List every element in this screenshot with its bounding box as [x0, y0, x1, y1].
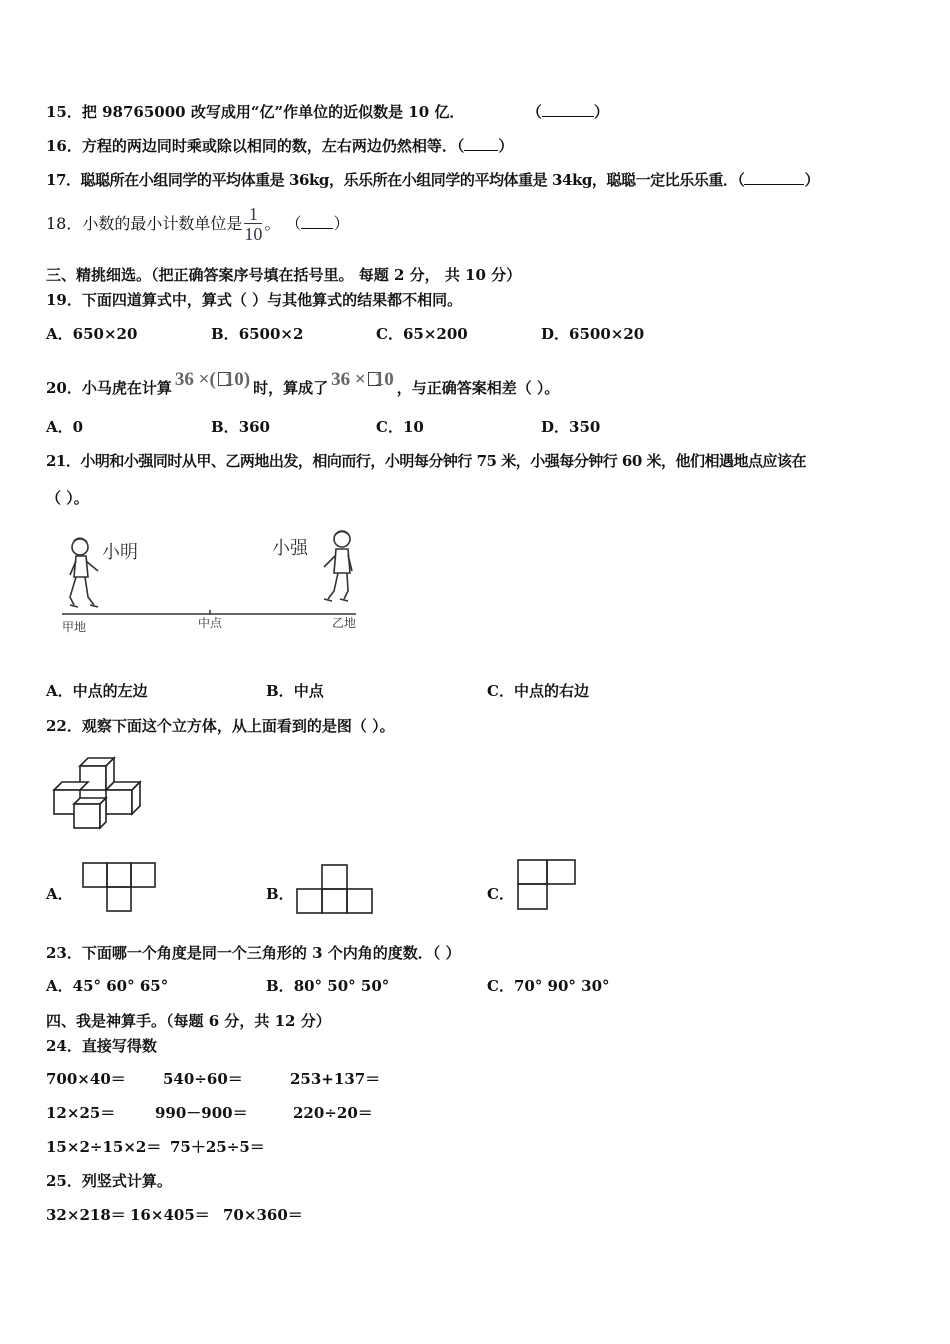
square	[131, 863, 155, 887]
question-18-text: 18．小数的最小计数单位是	[46, 214, 243, 233]
fraction-one-tenth	[244, 205, 262, 244]
option-text: 350	[569, 418, 601, 436]
expression-correct-part-b: 10)	[224, 369, 251, 390]
square	[347, 889, 372, 913]
option-21-c[interactable]	[487, 681, 589, 701]
cube-front-side	[100, 798, 106, 828]
cube-right-front	[106, 790, 132, 814]
option-text: 65×200	[402, 325, 468, 343]
option-letter: C．	[487, 885, 514, 903]
square	[518, 860, 547, 884]
question-17	[46, 170, 819, 190]
option-letter: D．	[541, 325, 570, 343]
option-text: 0	[72, 418, 84, 436]
option-22-b-figure[interactable]	[296, 864, 374, 914]
calc-item: 15×2÷15×2＝	[46, 1138, 162, 1156]
expression-wrong-part-a: 36 ×	[331, 369, 366, 390]
option-22-c-figure[interactable]	[517, 859, 577, 911]
question-20-middle: 时，算成了	[253, 379, 329, 397]
walker-left-icon	[70, 538, 98, 607]
question-16	[46, 136, 513, 156]
option-text: 6500×20	[569, 325, 645, 343]
question-25-title: 25．列竖式计算。	[46, 1172, 172, 1190]
option-letter: B．	[211, 325, 239, 343]
option-21-a[interactable]	[46, 681, 148, 701]
calc-item: 220÷20＝	[293, 1104, 373, 1122]
expression-correct-part-a: 36 ×(	[174, 369, 216, 390]
fraction-denominator: 10	[244, 224, 263, 244]
option-20-a[interactable]	[46, 417, 83, 437]
option-text: 10	[402, 418, 424, 436]
calc-item: 990－900＝	[155, 1104, 248, 1122]
option-letter: C．	[376, 418, 403, 436]
expression-correct	[175, 369, 250, 390]
option-text: 70° 90° 30°	[513, 977, 610, 995]
square	[322, 889, 347, 913]
square	[107, 887, 131, 911]
option-letter: B．	[266, 682, 294, 700]
question-21-line-1: 21．小明和小强同时从甲、乙两地出发，相向而行，小明每分钟行 75 米，小强每分钟行 60 米，他们相遇地点应该在	[46, 452, 807, 470]
question-15-paren-open: （	[526, 103, 542, 121]
meeting-diagram	[58, 525, 378, 637]
question-18-after: 。 （	[264, 214, 302, 233]
calc-item: 253+137＝	[290, 1070, 381, 1088]
calc-item: 75＋25÷5＝	[170, 1138, 265, 1156]
question-23: 23．下面哪一个角度是同一个三角形的 3 个内角的度数．（ ）	[46, 944, 461, 962]
answer-blank-17[interactable]	[744, 172, 804, 185]
question-21-line-2: （ ）。	[46, 489, 89, 507]
option-23-a[interactable]	[46, 976, 168, 996]
option-letter: B．	[266, 977, 294, 995]
option-19-a[interactable]	[46, 324, 137, 344]
question-20-prefix: 20．小马虎在计算	[46, 379, 172, 397]
walker-right-icon	[324, 531, 352, 601]
cube-front-front	[74, 804, 100, 828]
question-18	[46, 200, 349, 248]
option-20-d[interactable]	[541, 417, 600, 437]
question-17-text: 17．聪聪所在小组同学的平均体重是 36kg，乐乐所在小组同学的平均体重是 34kg，聪聪一定比乐乐重．（	[46, 171, 745, 189]
question-19: 19．下面四道算式中，算式（ ）与其他算式的结果都不相同。	[46, 291, 463, 309]
option-22-c[interactable]	[487, 884, 514, 904]
square	[547, 860, 575, 884]
option-letter: D．	[541, 418, 570, 436]
option-text: 中点	[293, 682, 324, 700]
option-letter: C．	[376, 325, 403, 343]
square	[322, 865, 347, 889]
option-letter: C．	[487, 682, 514, 700]
question-20-suffix: ，与正确答案相差（ ）。	[396, 379, 560, 397]
option-19-d[interactable]	[541, 324, 644, 344]
option-letter: B．	[211, 418, 239, 436]
question-20	[46, 365, 559, 403]
vertical-calc-item: 16×405＝	[130, 1206, 210, 1224]
answer-blank-18[interactable]	[301, 216, 333, 229]
expression-wrong-part-b: 10	[374, 369, 394, 390]
option-text: 中点的左边	[72, 682, 148, 700]
option-text: 650×20	[72, 325, 138, 343]
option-19-b[interactable]	[211, 324, 303, 344]
question-15-paren-close: ）	[593, 103, 609, 121]
fraction-numerator: 1	[244, 205, 262, 224]
calc-item: 700×40＝	[46, 1070, 126, 1088]
question-18-paren-close: ）	[333, 214, 350, 233]
option-letter: C．	[487, 977, 514, 995]
question-15	[46, 102, 609, 122]
section-3-title: 三、精挑细选。（把正确答案序号填在括号里。 每题 2 分， 共 10 分）	[46, 266, 522, 284]
option-23-c[interactable]	[487, 976, 610, 996]
option-letter: A．	[46, 325, 73, 343]
calc-item: 12×25＝	[46, 1104, 116, 1122]
option-letter: A．	[46, 885, 73, 903]
option-letter: B．	[266, 885, 294, 903]
square	[83, 863, 107, 887]
option-letter: A．	[46, 418, 73, 436]
question-16-paren-close: ）	[498, 137, 514, 155]
expression-wrong	[331, 369, 394, 390]
label-xiaoqiang: 小强	[272, 538, 308, 559]
label-midpoint: 中点	[198, 616, 223, 630]
option-22-b[interactable]	[266, 884, 294, 904]
option-23-b[interactable]	[266, 976, 389, 996]
option-letter: A．	[46, 682, 73, 700]
question-17-paren-close: ）	[804, 171, 820, 189]
option-22-a-figure[interactable]	[82, 862, 158, 912]
option-text: 中点的右边	[513, 682, 589, 700]
option-20-b[interactable]	[211, 417, 270, 437]
cube-stack-figure	[52, 756, 148, 830]
label-start: 甲地	[62, 620, 87, 634]
option-text: 80° 50° 50°	[293, 977, 390, 995]
answer-blank-16[interactable]	[464, 138, 498, 151]
option-text: 45° 60° 65°	[72, 977, 169, 995]
question-15-text: 15．把 98765000 改写成用“亿”作单位的近似数是 10 亿．	[46, 103, 465, 121]
calc-item: 540÷60＝	[163, 1070, 243, 1088]
option-22-a[interactable]	[46, 884, 73, 904]
option-19-c[interactable]	[376, 324, 468, 344]
section-4-title: 四、我是神算手。（每题 6 分，共 12 分）	[46, 1012, 331, 1030]
option-text: 6500×2	[238, 325, 304, 343]
answer-blank-15[interactable]	[542, 104, 594, 117]
square	[107, 863, 131, 887]
option-21-b[interactable]	[266, 681, 324, 701]
option-letter: A．	[46, 977, 73, 995]
question-22: 22．观察下面这个立方体，从上面看到的是图（ ）。	[46, 717, 395, 735]
label-end: 乙地	[332, 616, 357, 630]
option-text: 360	[238, 418, 270, 436]
square	[297, 889, 322, 913]
vertical-calc-item: 32×218＝	[46, 1206, 126, 1224]
option-20-c[interactable]	[376, 417, 424, 437]
vertical-calc-item: 70×360＝	[223, 1206, 303, 1224]
label-xiaoming: 小明	[102, 542, 138, 563]
question-24-title: 24．直接写得数	[46, 1037, 157, 1055]
question-16-text: 16．方程的两边同时乘或除以相同的数，左右两边仍然相等．（	[46, 137, 465, 155]
square	[518, 884, 547, 909]
